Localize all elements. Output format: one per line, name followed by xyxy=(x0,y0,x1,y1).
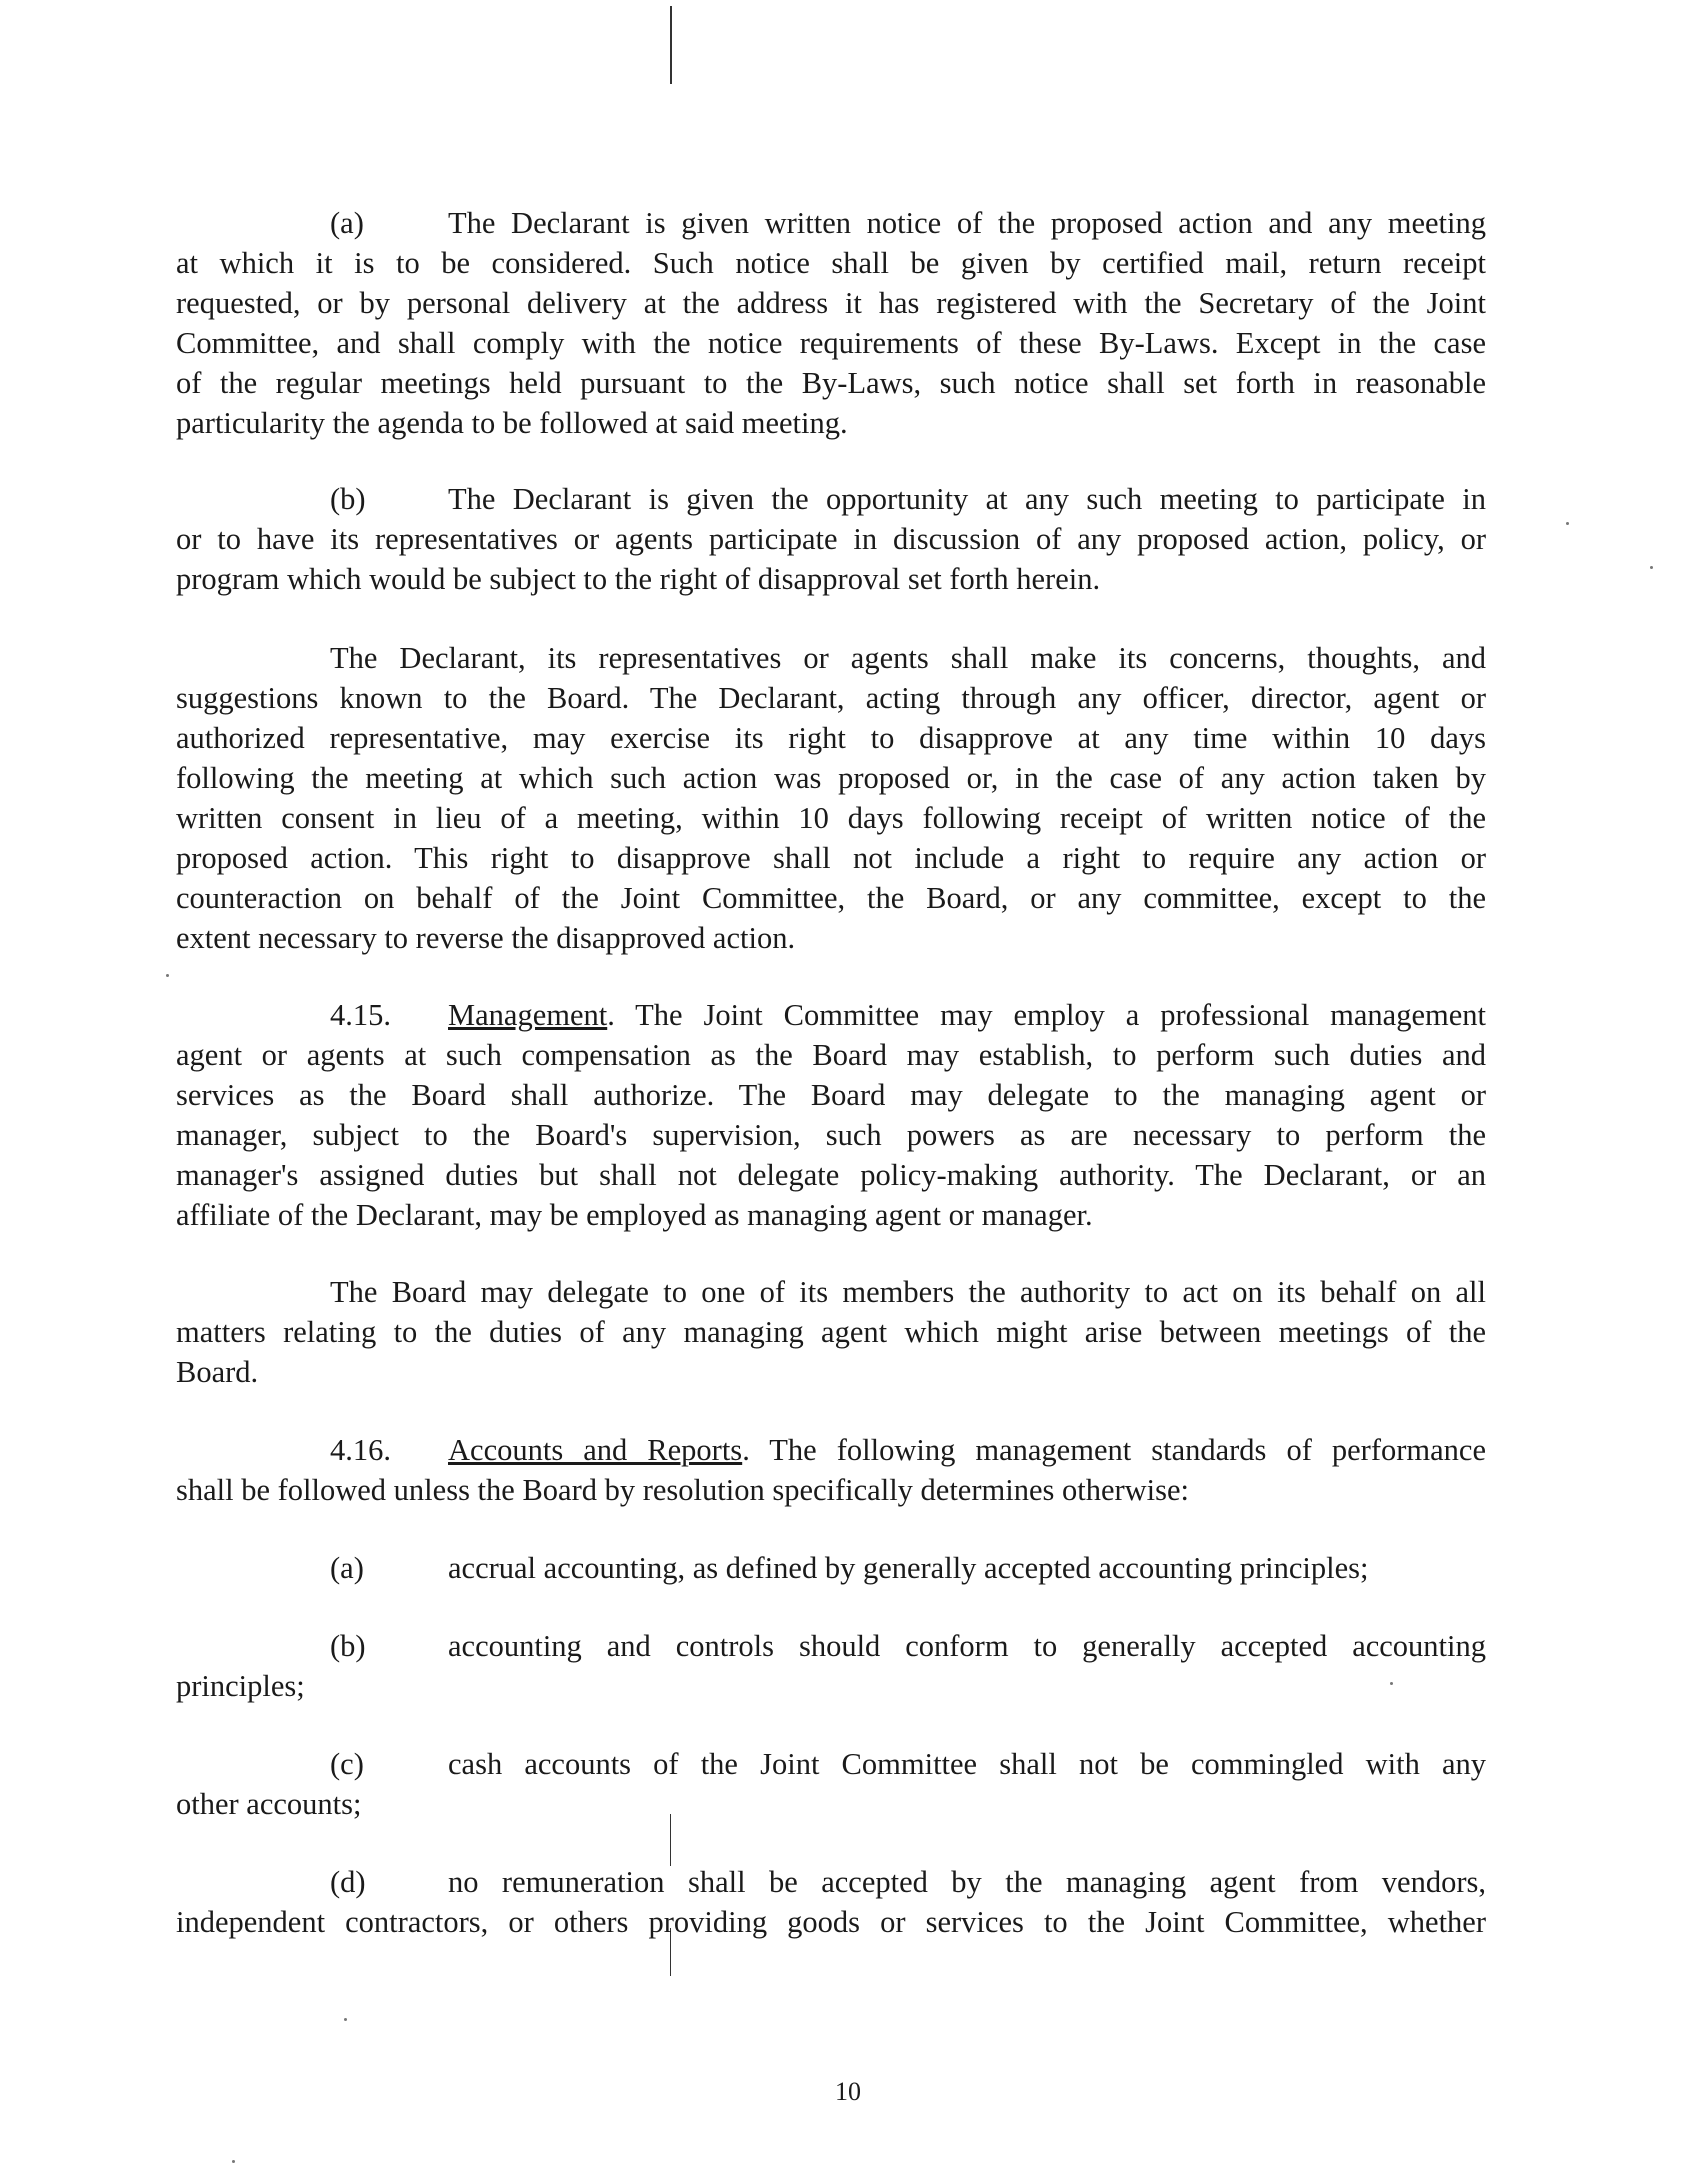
paragraph-line: . The following management standards of performance xyxy=(742,1433,1486,1467)
item-line: accrual accounting, as defined by generally accepted accounting principles; xyxy=(448,1551,1369,1585)
paragraph-line: . The Joint Committee may employ a professional management xyxy=(607,998,1486,1032)
section-number: 4.15. xyxy=(330,998,391,1032)
paragraph-line: shall be followed unless the Board by resolution specifically determines otherwise: xyxy=(176,1473,1190,1507)
item-line: no remuneration shall be accepted by the managing agent from vendors, xyxy=(448,1865,1486,1899)
scan-speck xyxy=(1566,522,1569,525)
paragraph-label: (a) xyxy=(330,206,364,240)
paragraph-line: suggestions known to the Board. The Declarant, acting through any officer, director, agent or xyxy=(176,681,1486,715)
paragraph-line: agent or agents at such compensation as the Board may establish, to perform such duties and xyxy=(176,1038,1486,1072)
paragraph-line: authorized representative, may exercise its right to disapprove at any time within 10 days xyxy=(176,721,1486,755)
page-number: 10 xyxy=(835,2077,861,2106)
paragraph-line: The Declarant is given written notice of the proposed action and any meeting xyxy=(448,206,1486,240)
paragraph-line: program which would be subject to the right of disapproval set forth herein. xyxy=(176,562,1101,596)
scan-speck xyxy=(344,2018,347,2021)
paragraph-line: The Declarant, its representatives or agents shall make its concerns, thoughts, and xyxy=(330,641,1486,675)
standard-item-c xyxy=(176,1744,1486,1824)
paragraph-board-delegation xyxy=(176,1272,1486,1392)
paragraph-line: requested, or by personal delivery at the address it has registered with the Secretary of the Joint xyxy=(176,286,1486,320)
paragraph-line: services as the Board shall authorize. The Board may delegate to the managing agent or xyxy=(176,1078,1486,1112)
scan-artifact-line-top xyxy=(670,6,672,84)
paragraph-line: written consent in lieu of a meeting, within 10 days following receipt of written notice of the xyxy=(176,801,1486,835)
paragraph-b xyxy=(176,479,1486,599)
standard-item-b xyxy=(176,1626,1486,1706)
item-label: (b) xyxy=(330,1629,366,1663)
paragraph-line: or to have its representatives or agents participate in discussion of any proposed action, policy, or xyxy=(176,522,1486,556)
paragraph-line: counteraction on behalf of the Joint Committee, the Board, or any committee, except to the xyxy=(176,881,1486,915)
paragraph-line: particularity the agenda to be followed at said meeting. xyxy=(176,406,848,440)
paragraph-line: affiliate of the Declarant, may be employed as managing agent or manager. xyxy=(176,1198,1093,1232)
item-line: accounting and controls should conform to generally accepted accounting xyxy=(448,1629,1486,1663)
item-line: cash accounts of the Joint Committee shall not be commingled with any xyxy=(448,1747,1486,1781)
paragraph-line: The Board may delegate to one of its members the authority to act on its behalf on all xyxy=(330,1275,1486,1309)
paragraph-line: Committee, and shall comply with the notice requirements of these By-Laws. Except in the case xyxy=(176,326,1486,360)
paragraph-line: at which it is to be considered. Such notice shall be given by certified mail, return receipt xyxy=(176,246,1486,280)
paragraph-line: matters relating to the duties of any managing agent which might arise between meetings of the xyxy=(176,1315,1486,1349)
item-label: (a) xyxy=(330,1551,364,1585)
paragraph-declarant-disapproval xyxy=(176,638,1486,958)
section-heading: Management xyxy=(448,998,608,1032)
section-4-16-accounts-and-reports xyxy=(176,1430,1486,1510)
paragraph-line: The Declarant is given the opportunity at any such meeting to participate in xyxy=(448,482,1486,516)
paragraph-line: extent necessary to reverse the disapproved action. xyxy=(176,921,796,955)
item-line: other accounts; xyxy=(176,1787,362,1821)
paragraph-label: (b) xyxy=(330,482,366,516)
item-label: (c) xyxy=(330,1747,364,1781)
paragraph-line: manager's assigned duties but shall not delegate policy-making authority. The Declarant, or an xyxy=(176,1158,1486,1192)
scan-speck xyxy=(1650,566,1653,569)
scan-speck xyxy=(166,974,169,977)
item-line: principles; xyxy=(176,1669,305,1703)
paragraph-a xyxy=(176,203,1486,443)
scan-speck xyxy=(232,2160,235,2163)
paragraph-line: proposed action. This right to disapprove shall not include a right to require any action or xyxy=(176,841,1486,875)
item-line: independent contractors, or others providing goods or services to the Joint Committee, whether xyxy=(176,1905,1486,1939)
standard-item-a xyxy=(176,1548,1486,1588)
section-heading: Accounts and Reports xyxy=(448,1433,743,1467)
section-number: 4.16. xyxy=(330,1433,391,1467)
section-4-15-management xyxy=(176,995,1486,1235)
paragraph-line: of the regular meetings held pursuant to the By-Laws, such notice shall set forth in reasonable xyxy=(176,366,1486,400)
standard-item-d xyxy=(176,1862,1486,1942)
paragraph-line: manager, subject to the Board's supervision, such powers as are necessary to perform the xyxy=(176,1118,1486,1152)
paragraph-line: Board. xyxy=(176,1355,259,1389)
item-label: (d) xyxy=(330,1865,366,1899)
paragraph-line: following the meeting at which such action was proposed or, in the case of any action taken by xyxy=(176,761,1486,795)
